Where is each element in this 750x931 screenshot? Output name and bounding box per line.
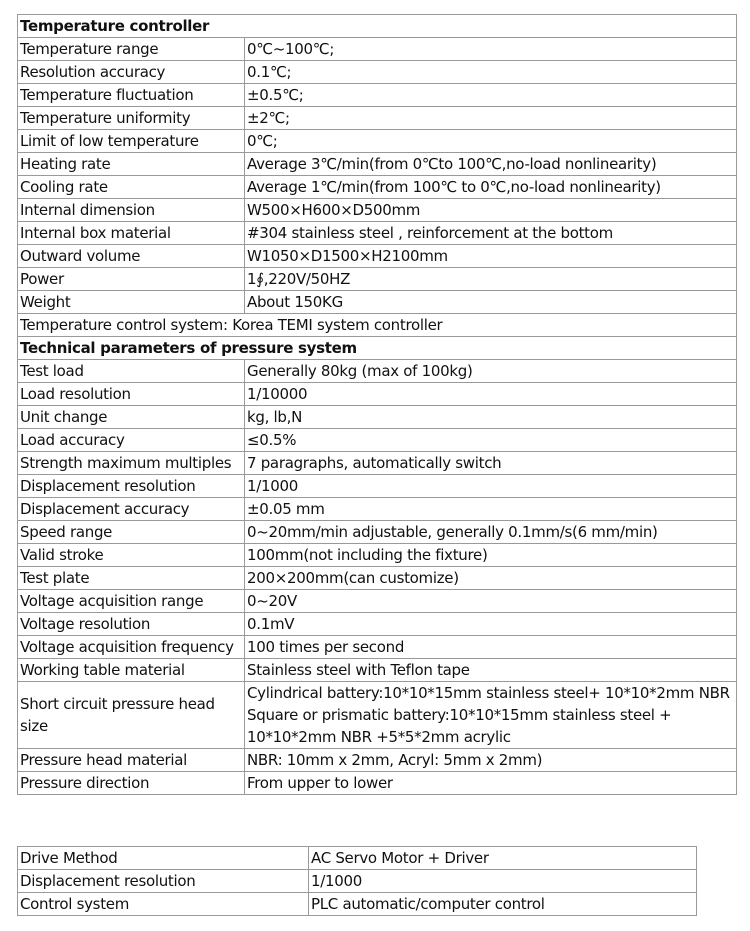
- param-name: Cooling rate: [18, 176, 245, 199]
- table-row: [18, 613, 737, 636]
- param-name: Resolution accuracy: [18, 61, 245, 84]
- table-row: [18, 360, 737, 383]
- table-row: [18, 383, 737, 406]
- table-row: [18, 893, 697, 916]
- table-row: [18, 659, 737, 682]
- param-value: PLC automatic/computer control: [309, 893, 697, 916]
- param-name: Voltage acquisition range: [18, 590, 245, 613]
- param-value: #304 stainless steel , reinforcement at the bottom: [245, 222, 737, 245]
- param-value: 0~20V: [245, 590, 737, 613]
- table-row: [18, 498, 737, 521]
- table-row: [18, 222, 737, 245]
- param-name: Control system: [18, 893, 309, 916]
- table-row: [18, 130, 737, 153]
- param-value: 200×200mm(can customize): [245, 567, 737, 590]
- table-row: [18, 38, 737, 61]
- table-row: [18, 682, 737, 749]
- param-value: kg, lb,N: [245, 406, 737, 429]
- table-row: [18, 406, 737, 429]
- table-row: [18, 291, 737, 314]
- param-name: Displacement resolution: [18, 870, 309, 893]
- param-value: 0.1℃;: [245, 61, 737, 84]
- param-value: 7 paragraphs, automatically switch: [245, 452, 737, 475]
- param-name: Strength maximum multiples: [18, 452, 245, 475]
- param-value: Generally 80kg (max of 100kg): [245, 360, 737, 383]
- param-name: Pressure direction: [18, 772, 245, 795]
- param-value: NBR: 10mm x 2mm, Acryl: 5mm x 2mm): [245, 749, 737, 772]
- param-name: Displacement resolution: [18, 475, 245, 498]
- param-name: Short circuit pressure head size: [18, 682, 245, 749]
- param-name: Test plate: [18, 567, 245, 590]
- param-name: Heating rate: [18, 153, 245, 176]
- param-value: 100 times per second: [245, 636, 737, 659]
- table-row: [18, 452, 737, 475]
- param-note: Temperature control system: Korea TEMI system controller: [18, 314, 737, 337]
- table-row: [18, 636, 737, 659]
- param-name: Temperature fluctuation: [18, 84, 245, 107]
- param-value: Average 3℃/min(from 0℃to 100℃,no-load nonlinearity): [245, 153, 737, 176]
- table-row: [18, 199, 737, 222]
- param-name: Displacement accuracy: [18, 498, 245, 521]
- param-value: ±0.5℃;: [245, 84, 737, 107]
- table-row: [18, 429, 737, 452]
- param-value: 0.1mV: [245, 613, 737, 636]
- table-row: [18, 314, 737, 337]
- table-row: [18, 153, 737, 176]
- param-name: Load resolution: [18, 383, 245, 406]
- param-name: Unit change: [18, 406, 245, 429]
- table-row: [18, 590, 737, 613]
- param-name: Drive Method: [18, 847, 309, 870]
- param-value: Stainless steel with Teflon tape: [245, 659, 737, 682]
- table-row: [18, 61, 737, 84]
- table-row: [18, 268, 737, 291]
- param-name: Weight: [18, 291, 245, 314]
- param-value: 1∮,220V/50HZ: [245, 268, 737, 291]
- param-value: W1050×D1500×H2100mm: [245, 245, 737, 268]
- param-name: Internal box material: [18, 222, 245, 245]
- param-name: Working table material: [18, 659, 245, 682]
- section-header-row: [18, 15, 737, 38]
- table-row: [18, 870, 697, 893]
- param-name: Speed range: [18, 521, 245, 544]
- param-value: W500×H600×D500mm: [245, 199, 737, 222]
- table-row: [18, 245, 737, 268]
- table-row: [18, 567, 737, 590]
- table-row: [18, 544, 737, 567]
- param-value: ±2℃;: [245, 107, 737, 130]
- param-name: Voltage acquisition frequency: [18, 636, 245, 659]
- table-row: [18, 475, 737, 498]
- param-value: About 150KG: [245, 291, 737, 314]
- param-value: ≤0.5%: [245, 429, 737, 452]
- table-row: [18, 772, 737, 795]
- table-row: [18, 521, 737, 544]
- param-value: ±0.05 mm: [245, 498, 737, 521]
- param-name: Test load: [18, 360, 245, 383]
- param-name: Internal dimension: [18, 199, 245, 222]
- table-row: [18, 847, 697, 870]
- param-value: From upper to lower: [245, 772, 737, 795]
- param-value: 1/1000: [245, 475, 737, 498]
- param-value: 0~20mm/min adjustable, generally 0.1mm/s(6 mm/min): [245, 521, 737, 544]
- spec-table: [17, 14, 737, 795]
- param-name: Valid stroke: [18, 544, 245, 567]
- param-name: Limit of low temperature: [18, 130, 245, 153]
- table-row: [18, 176, 737, 199]
- param-value: 100mm(not including the fixture): [245, 544, 737, 567]
- param-value: Average 1℃/min(from 100℃ to 0℃,no-load nonlinearity): [245, 176, 737, 199]
- param-name: Voltage resolution: [18, 613, 245, 636]
- section-title: Temperature controller: [18, 15, 737, 38]
- table-row: [18, 749, 737, 772]
- section-title: Technical parameters of pressure system: [18, 337, 737, 360]
- param-name: Power: [18, 268, 245, 291]
- param-name: Load accuracy: [18, 429, 245, 452]
- param-value: 0℃~100℃;: [245, 38, 737, 61]
- param-name: Temperature uniformity: [18, 107, 245, 130]
- param-name: Temperature range: [18, 38, 245, 61]
- param-value: 0℃;: [245, 130, 737, 153]
- param-name: Outward volume: [18, 245, 245, 268]
- drive-spec-table: [17, 846, 697, 916]
- table-row: [18, 84, 737, 107]
- param-value: AC Servo Motor + Driver: [309, 847, 697, 870]
- param-value: 1/1000: [309, 870, 697, 893]
- table-row: [18, 107, 737, 130]
- param-value: Cylindrical battery:10*10*15mm stainless steel+ 10*10*2mm NBR Square or prismatic battery:10*10*15mm stainless steel + 10*10*2mm NBR +5*5*2mm acrylic: [245, 682, 737, 749]
- section-header-row: [18, 337, 737, 360]
- param-name: Pressure head material: [18, 749, 245, 772]
- param-value: 1/10000: [245, 383, 737, 406]
